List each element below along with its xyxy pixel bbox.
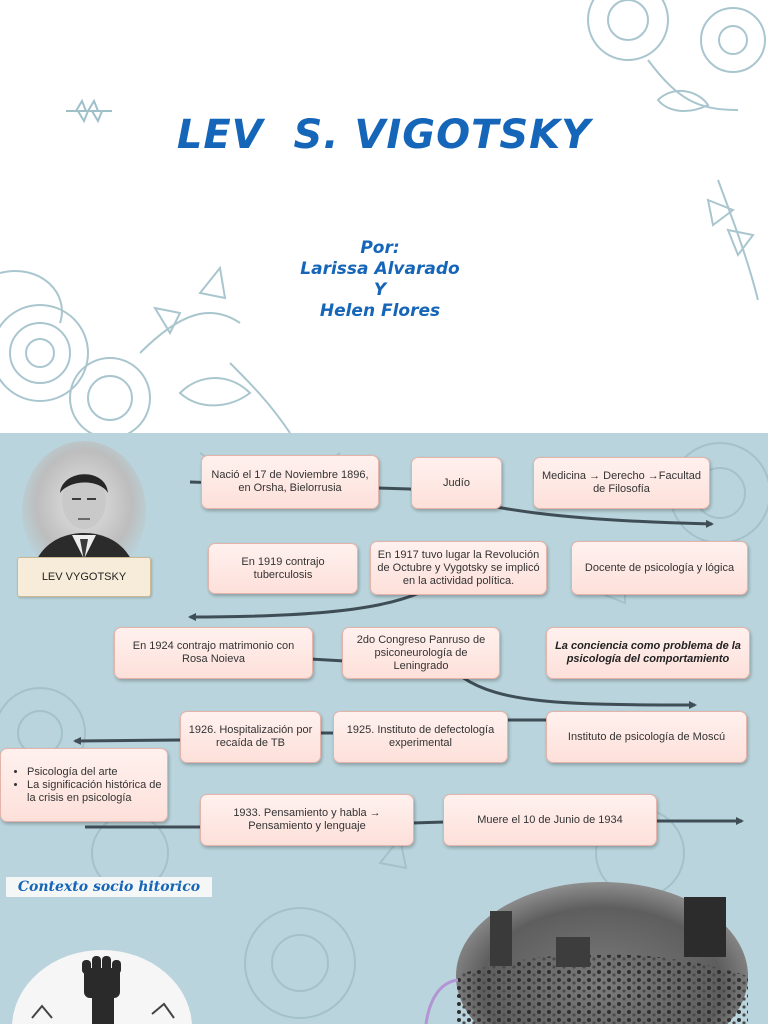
authors-conjunction: Y [373, 280, 387, 300]
timeline-box-moscow-institute: Instituto de psicología de Moscú [546, 711, 747, 763]
presentation-title: LEV S. VIGOTSKY [176, 112, 592, 158]
timeline-box-teacher: Docente de psicología y lógica [571, 541, 748, 595]
timeline-box-hospitalization: 1926. Hospitalización por recaída de TB [180, 711, 321, 763]
raised-fist-poster [12, 948, 192, 1024]
historical-crowd-photo [456, 881, 768, 1024]
list-item: • La significación histórica de la crisis en psicología [27, 779, 167, 805]
timeline-slide [0, 433, 768, 1024]
timeline-box-congress: 2do Congreso Panruso de psiconeurología de Leningrado [342, 627, 500, 679]
author-name: Helen Flores [319, 301, 441, 321]
timeline-box-origin: Judío [411, 457, 502, 509]
connector-line [412, 822, 445, 823]
decorative-curve [422, 974, 462, 1024]
context-heading: Contexto socio hitorico [6, 877, 212, 897]
title-slide [0, 0, 768, 433]
list-item: • Psicología del arte [27, 766, 167, 779]
timeline-box-defectology: 1925. Instituto de defectología experimental [333, 711, 508, 763]
timeline-box-revolution: En 1917 tuvo lugar la Revolución de Octubre y Vygotsky se implicó en la actividad política. [370, 541, 547, 595]
timeline-box-studies: Medicina → Derecho →Facultad de Filosofía [533, 457, 710, 509]
authors-prefix: Por: [360, 238, 400, 258]
connector-line [310, 659, 345, 661]
author-name: Larissa Alvarado [300, 259, 460, 279]
timeline-box-tuberculosis: En 1919 contrajo tuberculosis [208, 543, 358, 594]
timeline-box-death: Muere el 10 de Junio de 1934 [443, 794, 657, 846]
authors-block [0, 238, 760, 322]
timeline-box-thought-language: 1933. Pensamiento y habla → Pensamiento y lenguaje [200, 794, 414, 846]
connector-arrow [75, 740, 180, 741]
works-list [1, 766, 167, 805]
timeline-box-marriage: En 1924 contrajo matrimonio con Rosa Noieva [114, 627, 313, 679]
connector-arrow [462, 677, 695, 705]
timeline-box-birth: Nació el 17 de Noviembre 1896, en Orsha, Bielorrusia [201, 455, 379, 509]
timeline-box-conscience: La conciencia como problema de la psicología del comportamiento [546, 627, 750, 679]
timeline-box-works [0, 748, 168, 822]
portrait-caption: LEV VYGOTSKY [17, 557, 151, 597]
